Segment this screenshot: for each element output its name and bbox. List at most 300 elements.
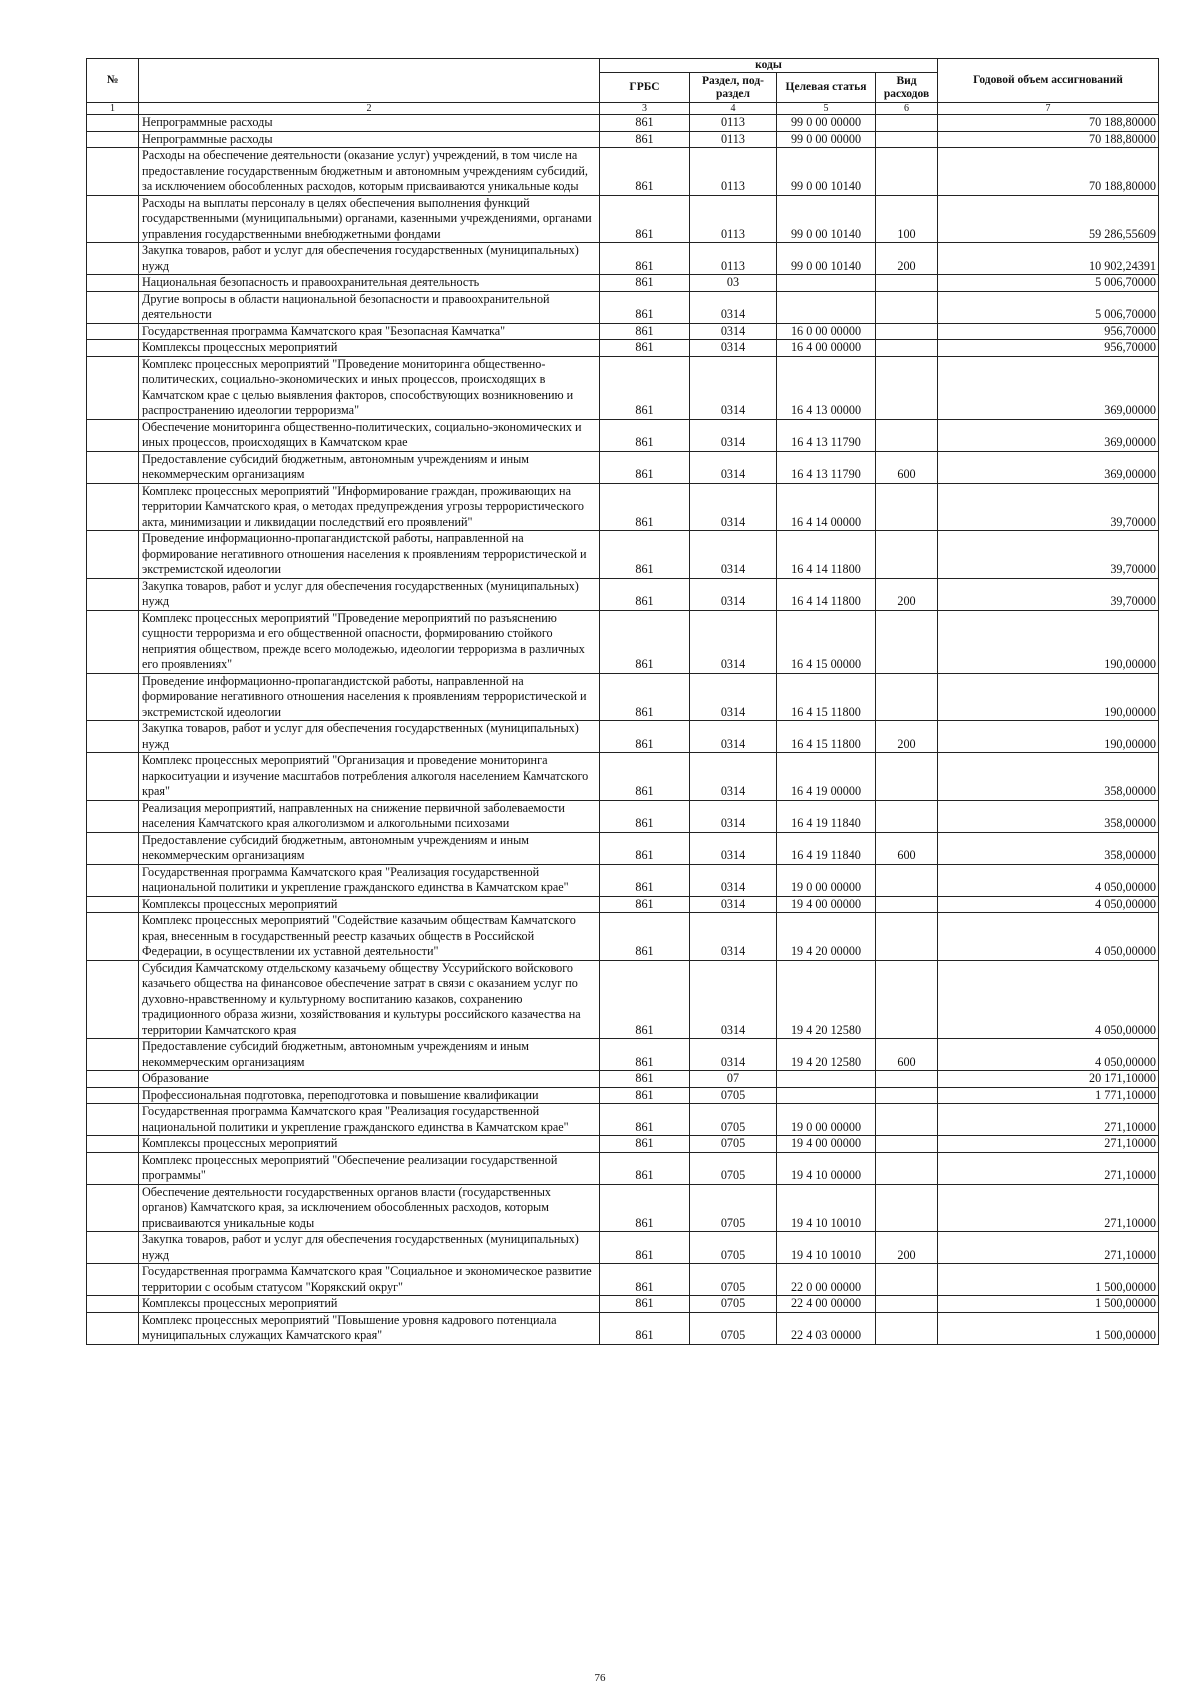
colnum: 4: [690, 103, 777, 115]
row-vid: [876, 1296, 938, 1313]
row-statya: 16 4 14 11800: [777, 578, 876, 610]
row-sum: 271,10000: [938, 1136, 1159, 1153]
row-sum: 39,70000: [938, 531, 1159, 579]
header-column-numbers: [87, 103, 1159, 115]
row-grbs: 861: [600, 419, 690, 451]
row-grbs: 861: [600, 913, 690, 961]
row-vid: 200: [876, 721, 938, 753]
row-vid: [876, 483, 938, 531]
row-name: Непрограммные расходы: [139, 115, 600, 132]
table-row: [87, 864, 1159, 896]
row-number: [87, 243, 139, 275]
row-sum: 358,00000: [938, 753, 1159, 801]
row-number: [87, 131, 139, 148]
row-statya: 16 4 19 00000: [777, 753, 876, 801]
row-grbs: 861: [600, 1039, 690, 1071]
budget-table: [86, 58, 1159, 1345]
row-sum: 358,00000: [938, 800, 1159, 832]
table-row: [87, 340, 1159, 357]
row-statya: 99 0 00 00000: [777, 131, 876, 148]
row-number: [87, 1296, 139, 1313]
row-sum: 956,70000: [938, 323, 1159, 340]
row-number: [87, 531, 139, 579]
row-statya: 16 4 15 11800: [777, 673, 876, 721]
table-row: [87, 483, 1159, 531]
row-number: [87, 864, 139, 896]
row-statya: 22 4 03 00000: [777, 1312, 876, 1344]
row-number: [87, 1104, 139, 1136]
table-row: [87, 1039, 1159, 1071]
row-statya: 19 4 00 00000: [777, 1136, 876, 1153]
row-name: Комплексы процессных мероприятий: [139, 1296, 600, 1313]
row-sum: 1 500,00000: [938, 1264, 1159, 1296]
row-name: Предоставление субсидий бюджетным, автономным учреждениям и иным некоммерческим организациям: [139, 451, 600, 483]
row-statya: 16 0 00 00000: [777, 323, 876, 340]
row-grbs: 861: [600, 864, 690, 896]
row-statya: 19 4 20 12580: [777, 960, 876, 1039]
row-statya: 19 0 00 00000: [777, 1104, 876, 1136]
row-number: [87, 1039, 139, 1071]
row-vid: 600: [876, 1039, 938, 1071]
row-statya: 99 0 00 10140: [777, 195, 876, 243]
header-codes: коды: [600, 59, 938, 73]
row-sum: 39,70000: [938, 483, 1159, 531]
row-razdel: 0705: [690, 1232, 777, 1264]
row-grbs: 861: [600, 1296, 690, 1313]
row-name: Предоставление субсидий бюджетным, автономным учреждениям и иным некоммерческим организациям: [139, 1039, 600, 1071]
row-sum: 956,70000: [938, 340, 1159, 357]
row-sum: 39,70000: [938, 578, 1159, 610]
row-number: [87, 673, 139, 721]
row-razdel: 0314: [690, 913, 777, 961]
row-grbs: 861: [600, 753, 690, 801]
table-row: [87, 131, 1159, 148]
row-number: [87, 356, 139, 419]
row-sum: 70 188,80000: [938, 148, 1159, 196]
row-name: Комплекс процессных мероприятий "Содействие казачьим обществам Камчатского края, внесенным в государственный реестр казачьих обществ в Российской Федерации, в осуществлении их уставной деятельности": [139, 913, 600, 961]
table-row: [87, 451, 1159, 483]
row-sum: 271,10000: [938, 1104, 1159, 1136]
row-razdel: 0314: [690, 483, 777, 531]
row-number: [87, 960, 139, 1039]
table-row: [87, 1087, 1159, 1104]
row-sum: 70 188,80000: [938, 115, 1159, 132]
row-sum: 369,00000: [938, 356, 1159, 419]
table-header: [87, 59, 1159, 115]
row-vid: [876, 323, 938, 340]
row-vid: [876, 531, 938, 579]
row-razdel: 0314: [690, 323, 777, 340]
row-razdel: 0705: [690, 1184, 777, 1232]
row-razdel: 0314: [690, 753, 777, 801]
row-razdel: 07: [690, 1071, 777, 1088]
row-statya: 16 4 19 11840: [777, 800, 876, 832]
header-razdel: Раздел, под-раздел: [690, 73, 777, 103]
table-row: [87, 1136, 1159, 1153]
row-grbs: 861: [600, 356, 690, 419]
row-sum: 1 500,00000: [938, 1312, 1159, 1344]
row-vid: [876, 913, 938, 961]
row-grbs: 861: [600, 610, 690, 673]
row-razdel: 0705: [690, 1104, 777, 1136]
row-name: Комплексы процессных мероприятий: [139, 340, 600, 357]
row-sum: 271,10000: [938, 1184, 1159, 1232]
row-vid: [876, 291, 938, 323]
row-vid: 200: [876, 1232, 938, 1264]
row-number: [87, 610, 139, 673]
colnum: 5: [777, 103, 876, 115]
row-grbs: 861: [600, 721, 690, 753]
row-razdel: 0113: [690, 195, 777, 243]
row-vid: [876, 1264, 938, 1296]
row-vid: [876, 340, 938, 357]
row-razdel: 0314: [690, 531, 777, 579]
row-sum: 4 050,00000: [938, 864, 1159, 896]
row-sum: 369,00000: [938, 419, 1159, 451]
row-grbs: 861: [600, 832, 690, 864]
row-name: Закупка товаров, работ и услуг для обеспечения государственных (муниципальных) нужд: [139, 243, 600, 275]
row-vid: [876, 800, 938, 832]
header-statya: Целевая статья: [777, 73, 876, 103]
row-number: [87, 195, 139, 243]
table-row: [87, 531, 1159, 579]
header-grbs: ГРБС: [600, 73, 690, 103]
row-vid: [876, 1312, 938, 1344]
row-statya: 16 4 00 00000: [777, 340, 876, 357]
row-statya: 22 0 00 00000: [777, 1264, 876, 1296]
row-grbs: 861: [600, 131, 690, 148]
row-vid: [876, 419, 938, 451]
row-statya: 22 4 00 00000: [777, 1296, 876, 1313]
table-row: [87, 1184, 1159, 1232]
row-razdel: 0314: [690, 451, 777, 483]
row-grbs: 861: [600, 1184, 690, 1232]
row-statya: 16 4 14 00000: [777, 483, 876, 531]
row-sum: 5 006,70000: [938, 291, 1159, 323]
row-grbs: 861: [600, 1232, 690, 1264]
row-sum: 4 050,00000: [938, 960, 1159, 1039]
row-number: [87, 1087, 139, 1104]
row-number: [87, 1264, 139, 1296]
table-row: [87, 896, 1159, 913]
row-statya: [777, 291, 876, 323]
row-vid: [876, 896, 938, 913]
row-statya: 99 0 00 10140: [777, 243, 876, 275]
table-row: [87, 832, 1159, 864]
row-name: Проведение информационно-пропагандистской работы, направленной на формирование негативного отношения населения к проявлениям террористической и экстремистской идеологии: [139, 531, 600, 579]
row-number: [87, 1152, 139, 1184]
row-name: Комплекс процессных мероприятий "Повышение уровня кадрового потенциала муниципальных служащих Камчатского края": [139, 1312, 600, 1344]
row-statya: 19 4 00 00000: [777, 896, 876, 913]
row-razdel: 0314: [690, 721, 777, 753]
row-number: [87, 1136, 139, 1153]
row-razdel: 0705: [690, 1264, 777, 1296]
row-name: Предоставление субсидий бюджетным, автономным учреждениям и иным некоммерческим организациям: [139, 832, 600, 864]
row-statya: 16 4 14 11800: [777, 531, 876, 579]
row-number: [87, 896, 139, 913]
table-row: [87, 275, 1159, 292]
row-vid: 100: [876, 195, 938, 243]
row-razdel: 0314: [690, 832, 777, 864]
row-razdel: 0314: [690, 800, 777, 832]
row-name: Комплекс процессных мероприятий "Информирование граждан, проживающих на территории Камчатского края, о методах предупреждения угрозы террористического акта, минимизации и ликвидации последствий его проявлений": [139, 483, 600, 531]
header-vid: Вид расходов: [876, 73, 938, 103]
row-razdel: 0314: [690, 1039, 777, 1071]
row-statya: 16 4 13 00000: [777, 356, 876, 419]
row-razdel: 0705: [690, 1312, 777, 1344]
row-grbs: 861: [600, 340, 690, 357]
row-vid: [876, 148, 938, 196]
row-vid: [876, 1136, 938, 1153]
row-grbs: 861: [600, 1104, 690, 1136]
row-razdel: 0314: [690, 356, 777, 419]
row-number: [87, 483, 139, 531]
row-number: [87, 800, 139, 832]
row-vid: [876, 753, 938, 801]
row-sum: 59 286,55609: [938, 195, 1159, 243]
table-row: [87, 115, 1159, 132]
row-statya: 16 4 13 11790: [777, 419, 876, 451]
row-name: Комплекс процессных мероприятий "Проведение мероприятий по разъяснению сущности терроризма и его общественной опасности, формированию стойкого неприятия обществом, прежде всего молодежью, идеологии терроризма в различных его проявлениях": [139, 610, 600, 673]
row-name: Субсидия Камчатскому отдельскому казачьему обществу Уссурийского войскового казачьего общества на финансовое обеспечение затрат в связи с оказанием услуг по духовно-нравственному и культурному воспитанию казаков, сохранению традиционного образа жизни, хозяйствования и культуры российского казачества на территории Камчатского края: [139, 960, 600, 1039]
row-vid: [876, 610, 938, 673]
budget-table-sheet: [86, 58, 1158, 1345]
row-name: Обеспечение мониторинга общественно-политических, социально-экономических и иных процессов, происходящих в Камчатском крае: [139, 419, 600, 451]
row-razdel: 0705: [690, 1087, 777, 1104]
row-razdel: 0314: [690, 896, 777, 913]
row-number: [87, 275, 139, 292]
row-grbs: 861: [600, 531, 690, 579]
table-row: [87, 800, 1159, 832]
table-row: [87, 578, 1159, 610]
table-row: [87, 1152, 1159, 1184]
row-razdel: 0314: [690, 864, 777, 896]
row-sum: 70 188,80000: [938, 131, 1159, 148]
row-number: [87, 721, 139, 753]
row-razdel: 0314: [690, 578, 777, 610]
row-sum: 4 050,00000: [938, 1039, 1159, 1071]
row-grbs: 861: [600, 323, 690, 340]
table-row: [87, 721, 1159, 753]
header-no: №: [87, 59, 139, 103]
row-grbs: 861: [600, 115, 690, 132]
row-statya: 19 4 10 00000: [777, 1152, 876, 1184]
table-row: [87, 610, 1159, 673]
row-vid: 600: [876, 451, 938, 483]
page-number: 76: [594, 1672, 606, 1684]
row-sum: 4 050,00000: [938, 913, 1159, 961]
table-body: [87, 115, 1159, 1345]
row-grbs: 861: [600, 1264, 690, 1296]
row-statya: 16 4 13 11790: [777, 451, 876, 483]
row-razdel: 0314: [690, 673, 777, 721]
table-row: [87, 419, 1159, 451]
row-number: [87, 291, 139, 323]
row-razdel: 0113: [690, 115, 777, 132]
row-sum: 369,00000: [938, 451, 1159, 483]
row-grbs: 861: [600, 275, 690, 292]
row-sum: 190,00000: [938, 721, 1159, 753]
row-statya: 99 0 00 10140: [777, 148, 876, 196]
row-razdel: 0113: [690, 131, 777, 148]
table-row: [87, 673, 1159, 721]
row-statya: 19 4 20 00000: [777, 913, 876, 961]
row-vid: [876, 131, 938, 148]
row-name: Расходы на выплаты персоналу в целях обеспечения выполнения функций государственными (муниципальными) органами, казенными учреждениями, органами управления государственными внебюджетными фондами: [139, 195, 600, 243]
row-sum: 190,00000: [938, 673, 1159, 721]
row-sum: 1 771,10000: [938, 1087, 1159, 1104]
row-sum: 358,00000: [938, 832, 1159, 864]
row-name: Государственная программа Камчатского края "Безопасная Камчатка": [139, 323, 600, 340]
colnum: 6: [876, 103, 938, 115]
colnum: 2: [139, 103, 600, 115]
row-name: Непрограммные расходы: [139, 131, 600, 148]
row-grbs: 861: [600, 243, 690, 275]
row-number: [87, 340, 139, 357]
table-row: [87, 1071, 1159, 1088]
row-name: Государственная программа Камчатского края "Реализация государственной национальной политики и укрепление гражданского единства в Камчатском крае": [139, 1104, 600, 1136]
row-razdel: 0705: [690, 1296, 777, 1313]
table-row: [87, 960, 1159, 1039]
row-grbs: 861: [600, 1136, 690, 1153]
row-number: [87, 753, 139, 801]
row-grbs: 861: [600, 195, 690, 243]
table-row: [87, 1232, 1159, 1264]
row-name: Государственная программа Камчатского края "Реализация государственной национальной политики и укрепление гражданского единства в Камчатском крае": [139, 864, 600, 896]
row-vid: [876, 1087, 938, 1104]
row-number: [87, 578, 139, 610]
row-statya: 19 4 10 10010: [777, 1232, 876, 1264]
row-number: [87, 451, 139, 483]
row-name: Комплексы процессных мероприятий: [139, 1136, 600, 1153]
table-row: [87, 356, 1159, 419]
row-grbs: 861: [600, 1152, 690, 1184]
table-row: [87, 1104, 1159, 1136]
row-name: Комплексы процессных мероприятий: [139, 896, 600, 913]
row-statya: 16 4 19 11840: [777, 832, 876, 864]
row-grbs: 861: [600, 1312, 690, 1344]
row-name: Реализация мероприятий, направленных на снижение первичной заболеваемости населения Камчатского края алкоголизмом и алкогольными психозами: [139, 800, 600, 832]
row-razdel: 0314: [690, 340, 777, 357]
row-statya: [777, 275, 876, 292]
row-sum: 190,00000: [938, 610, 1159, 673]
row-number: [87, 1232, 139, 1264]
row-name: Комплекс процессных мероприятий "Обеспечение реализации государственной программы": [139, 1152, 600, 1184]
row-name: Закупка товаров, работ и услуг для обеспечения государственных (муниципальных) нужд: [139, 1232, 600, 1264]
row-vid: [876, 1104, 938, 1136]
row-sum: 271,10000: [938, 1232, 1159, 1264]
row-number: [87, 1071, 139, 1088]
row-sum: 1 500,00000: [938, 1296, 1159, 1313]
row-statya: [777, 1071, 876, 1088]
row-vid: 200: [876, 578, 938, 610]
table-row: [87, 323, 1159, 340]
table-row: [87, 148, 1159, 196]
header-name-empty: [139, 59, 600, 103]
colnum: 7: [938, 103, 1159, 115]
row-name: Проведение информационно-пропагандистской работы, направленной на формирование негативного отношения населения к проявлениям террористической и экстремистской идеологии: [139, 673, 600, 721]
row-grbs: 861: [600, 673, 690, 721]
row-vid: 600: [876, 832, 938, 864]
row-vid: [876, 1184, 938, 1232]
row-razdel: 0705: [690, 1136, 777, 1153]
table-row: [87, 753, 1159, 801]
row-name: Расходы на обеспечение деятельности (оказание услуг) учреждений, в том числе на предоставление государственным бюджетным и автономным учреждениям субсидий, за исключением обособленных расходов, которым присваиваются уникальные коды: [139, 148, 600, 196]
colnum: 1: [87, 103, 139, 115]
row-statya: 19 4 10 10010: [777, 1184, 876, 1232]
row-razdel: 0113: [690, 243, 777, 275]
row-vid: [876, 356, 938, 419]
row-vid: [876, 275, 938, 292]
table-row: [87, 1264, 1159, 1296]
row-name: Национальная безопасность и правоохранительная деятельность: [139, 275, 600, 292]
row-statya: 16 4 15 11800: [777, 721, 876, 753]
row-vid: [876, 1152, 938, 1184]
row-razdel: 0314: [690, 291, 777, 323]
row-statya: 16 4 15 00000: [777, 610, 876, 673]
row-number: [87, 832, 139, 864]
row-grbs: 861: [600, 800, 690, 832]
row-vid: [876, 960, 938, 1039]
row-number: [87, 913, 139, 961]
row-razdel: 0705: [690, 1152, 777, 1184]
row-name: Обеспечение деятельности государственных органов власти (государственных органов) Камчатского края, за исключением обособленных расходов, которым присваиваются уникальные коды: [139, 1184, 600, 1232]
row-name: Комплекс процессных мероприятий "Организация и проведение мониторинга наркоситуации и изучение масштабов потребления алкоголя населением Камчатского края": [139, 753, 600, 801]
row-statya: [777, 1087, 876, 1104]
row-grbs: 861: [600, 578, 690, 610]
row-razdel: 0113: [690, 148, 777, 196]
row-razdel: 0314: [690, 960, 777, 1039]
row-razdel: 0314: [690, 610, 777, 673]
row-name: Закупка товаров, работ и услуг для обеспечения государственных (муниципальных) нужд: [139, 578, 600, 610]
row-number: [87, 148, 139, 196]
table-row: [87, 291, 1159, 323]
table-row: [87, 913, 1159, 961]
row-statya: 19 0 00 00000: [777, 864, 876, 896]
row-vid: [876, 864, 938, 896]
row-name: Комплекс процессных мероприятий "Проведение мониторинга общественно-политических, социально-экономических и иных процессов, происходящих в Камчатском крае с целью выявления факторов, способствующих возникновению и распространению идеологии терроризма": [139, 356, 600, 419]
row-grbs: 861: [600, 960, 690, 1039]
row-name: Профессиональная подготовка, переподготовка и повышение квалификации: [139, 1087, 600, 1104]
row-razdel: 03: [690, 275, 777, 292]
row-number: [87, 1312, 139, 1344]
row-vid: [876, 1071, 938, 1088]
row-grbs: 861: [600, 483, 690, 531]
table-row: [87, 1296, 1159, 1313]
row-sum: 10 902,24391: [938, 243, 1159, 275]
row-statya: 19 4 20 12580: [777, 1039, 876, 1071]
row-razdel: 0314: [690, 419, 777, 451]
row-sum: 5 006,70000: [938, 275, 1159, 292]
row-grbs: 861: [600, 451, 690, 483]
table-row: [87, 195, 1159, 243]
row-number: [87, 1184, 139, 1232]
table-row: [87, 1312, 1159, 1344]
row-number: [87, 115, 139, 132]
row-name: Образование: [139, 1071, 600, 1088]
row-sum: 4 050,00000: [938, 896, 1159, 913]
row-name: Другие вопросы в области национальной безопасности и правоохранительной деятельности: [139, 291, 600, 323]
colnum: 3: [600, 103, 690, 115]
row-number: [87, 323, 139, 340]
row-vid: [876, 115, 938, 132]
row-grbs: 861: [600, 148, 690, 196]
row-grbs: 861: [600, 896, 690, 913]
row-grbs: 861: [600, 1087, 690, 1104]
row-statya: 99 0 00 00000: [777, 115, 876, 132]
row-vid: [876, 673, 938, 721]
table-row: [87, 243, 1159, 275]
